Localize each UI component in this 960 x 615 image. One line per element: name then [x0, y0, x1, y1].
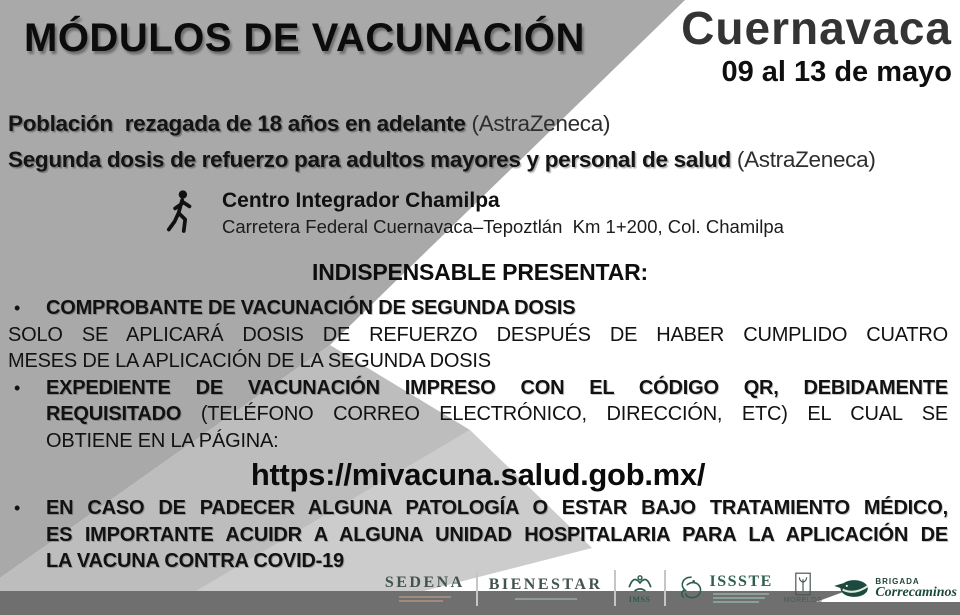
record-line-bold: REQUISITADO: [46, 403, 182, 425]
sedena-subtext-lines: [399, 594, 451, 602]
bienestar-subtext-lines: [515, 596, 577, 600]
note-line: SOLO SE APLICARÁ DOSIS DE REFUERZO DESPUÉS DE HABER CUMPLIDO CUATRO: [8, 323, 948, 346]
record-line-rest: (TELÉFONO CORREO ELECTRÓNICO, DIRECCIÓN, ETC) EL CUAL SE: [181, 403, 948, 425]
city-date-block: [681, 2, 952, 88]
record-line: EXPEDIENTE DE VACUNACIÓN IMPRESO CON EL CÓDIGO QR, DEBIDAMENTE: [46, 376, 948, 399]
requirement-item-pathology: [8, 495, 948, 575]
location-name: Centro Integrador Chamilpa: [222, 189, 500, 212]
morelos-wordmark: MORELOS: [783, 597, 823, 604]
requirements-heading: INDISPENSABLE PRESENTAR:: [312, 259, 648, 285]
bienestar-wordmark: BIENESTAR: [488, 576, 603, 593]
logo-separator: [476, 570, 478, 606]
eligibility-line-2-group: Segunda dosis de refuerzo para adultos mayores y personal de salud: [8, 147, 731, 172]
date-range: 09 al 13 de mayo: [721, 56, 952, 88]
eligibility-line-1-group: Población rezagada de 18 años en adelante: [8, 111, 466, 136]
issste-dove-hands-icon: [677, 575, 705, 601]
bullet-icon: •: [14, 377, 21, 398]
city-name: Cuernavaca: [681, 2, 952, 54]
requirement-item-proof: [8, 295, 948, 322]
pathology-line: LA VACUNA CONTRA COVID-19: [46, 550, 344, 572]
eligibility-line-1: [8, 106, 960, 142]
institution-logos-row: [385, 564, 957, 612]
vaccination-url[interactable]: https://mivacuna.salud.gob.mx/: [250, 457, 706, 492]
page-title: MÓDULOS DE VACUNACIÓN: [24, 16, 585, 60]
bullet-icon: •: [14, 498, 21, 518]
eligibility-line-1-vaccine: (AstraZeneca): [471, 111, 611, 136]
logo-brigada-correcaminos: [833, 577, 957, 599]
logo-sedena: [385, 574, 465, 602]
roadrunner-icon: [833, 578, 869, 599]
walking-person-icon: [164, 190, 196, 236]
logo-morelos: [784, 572, 823, 604]
issste-subtext-lines: [713, 591, 769, 603]
pathology-line: EN CASO DE PADECER ALGUNA PATOLOGÍA O ESTAR BAJO TRATAMIENTO MÉDICO,: [46, 497, 948, 519]
location-block: [164, 188, 784, 239]
imss-eagle-icon: [627, 572, 653, 596]
logo-separator: [664, 570, 666, 606]
requirements-list: [8, 295, 948, 575]
eligibility-line-2: [8, 142, 960, 178]
brigada-text-block: [875, 577, 957, 599]
logo-separator: [614, 570, 616, 606]
requirement-proof-text: COMPROBANTE DE VACUNACIÓN DE SEGUNDA DOSIS: [46, 297, 576, 319]
logo-issste: [677, 573, 773, 603]
correcaminos-label: Correcaminos: [875, 585, 957, 600]
record-line: OBTIENE EN LA PÁGINA:: [46, 429, 279, 452]
note-line: MESES DE LA APLICACIÓN DE LA SEGUNDA DOSIS: [8, 350, 491, 372]
morelos-emblem-icon: [794, 572, 812, 596]
requirement-item-record: [8, 375, 948, 455]
record-line: [46, 401, 948, 428]
location-address: Carretera Federal Cuernavaca–Tepoztlán Km 1+200, Col. Chamilpa: [222, 216, 784, 237]
pathology-line: ES IMPORTANTE ACUIDR A ALGUNA UNIDAD HOSPITALARIA PARA LA APLICACIÓN DE: [46, 523, 948, 546]
logo-bienestar: [489, 576, 603, 600]
location-text: [222, 188, 784, 239]
sedena-wordmark: SEDENA: [384, 574, 465, 591]
bullet-icon: •: [14, 298, 21, 318]
requirement-proof-note: [8, 322, 948, 375]
imss-wordmark: IMSS: [628, 595, 651, 604]
issste-text-block: [710, 573, 773, 603]
eligibility-section: [8, 106, 960, 178]
issste-wordmark: ISSSTE: [709, 573, 773, 590]
brigada-label: BRIGADA: [875, 577, 920, 586]
eligibility-line-2-vaccine: (AstraZeneca): [736, 147, 876, 172]
logo-imss: [627, 572, 653, 604]
